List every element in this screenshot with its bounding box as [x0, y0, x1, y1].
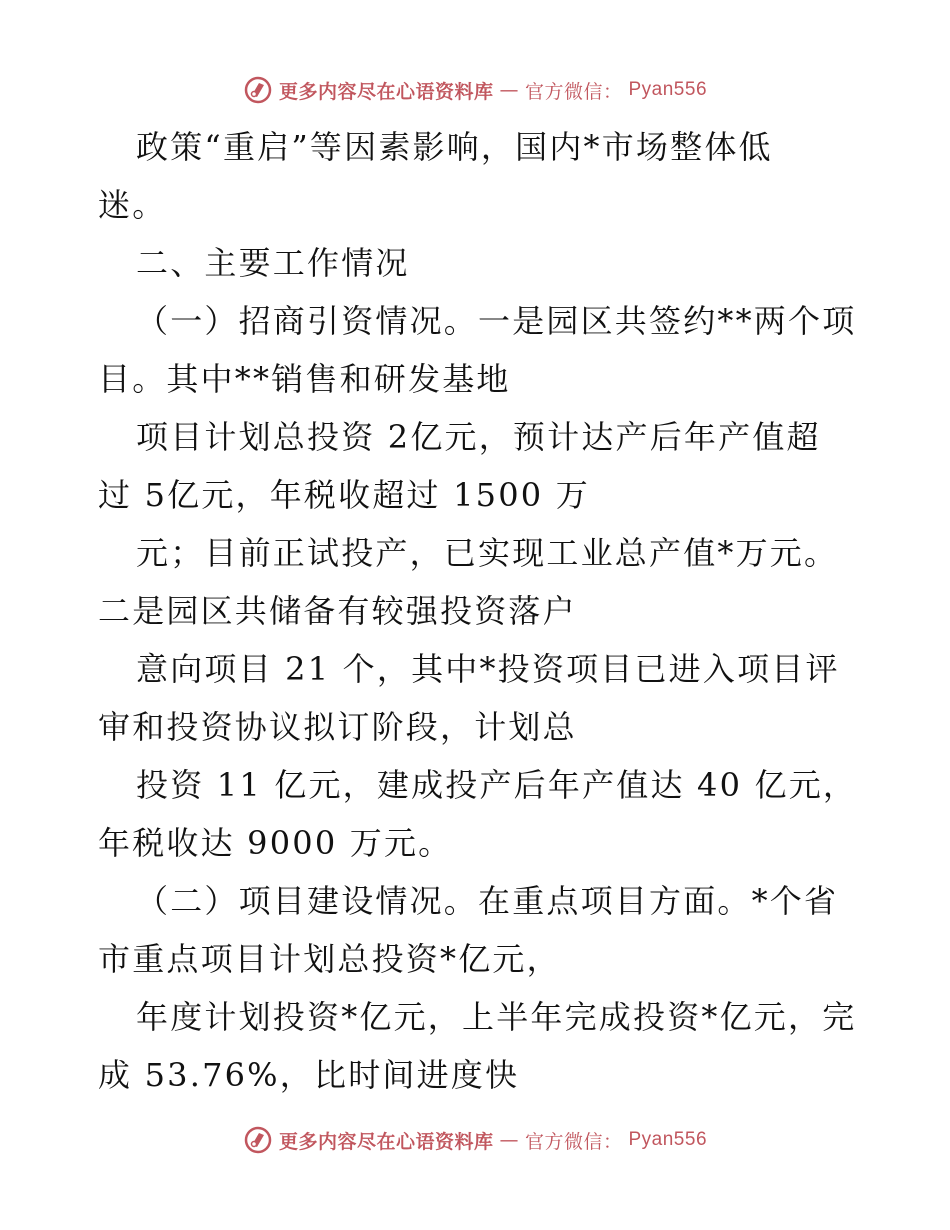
text-line: 年税收达 9000 万元。 — [98, 824, 453, 862]
text-line: 二是园区共储备有较强投资落户 — [98, 592, 577, 630]
text-line: 目。其中**销售和研发基地 — [98, 360, 511, 398]
brand-logo-icon — [243, 75, 273, 105]
banner-title: 更多内容尽在心语资料库 — [278, 1130, 494, 1153]
text-line: （二）项目建设情况。在重点项目方面。*个省 — [136, 882, 839, 920]
banner-label: 官方微信： — [524, 1130, 623, 1153]
text-line: 市重点项目计划总投资*亿元， — [98, 940, 561, 978]
text-line: 投资 11 亿元，建成投产后年产值达 40 亿元， — [136, 766, 858, 804]
text-line: （一）招商引资情况。一是园区共签约**两个项 — [136, 302, 857, 340]
banner-dash: — — [499, 1129, 519, 1151]
text-line: 审和投资协议拟订阶段，计划总 — [98, 708, 577, 746]
footer-banner — [0, 1120, 950, 1160]
banner-wechat-id: Pyan556 — [628, 1129, 708, 1150]
header-banner — [0, 70, 950, 110]
text-line: 元；目前正试投产，已实现工业总产值*万元。 — [136, 534, 839, 572]
header-banner-text — [243, 75, 707, 105]
text-line: 意向项目 21 个，其中*投资项目已进入项目评 — [136, 650, 840, 688]
text-line: 过 5亿元，年税收超过 1500 万 — [98, 476, 590, 514]
text-line: 项目计划总投资 2亿元，预计达产后年产值超 — [136, 418, 821, 456]
text-line: 成 53.76%，比时间进度快 — [98, 1056, 520, 1094]
text-line: 政策“重启”等因素影响，国内*市场整体低 — [136, 128, 773, 166]
section-heading: 二、主要工作情况 — [136, 244, 410, 282]
text-line: 年度计划投资*亿元，上半年完成投资*亿元，完 — [136, 998, 857, 1036]
text-line: 迷。 — [98, 186, 167, 224]
banner-label: 官方微信： — [524, 80, 623, 103]
brand-logo-icon — [243, 1125, 273, 1155]
banner-dash: — — [499, 79, 519, 101]
footer-banner-text — [243, 1125, 707, 1155]
banner-wechat-id: Pyan556 — [628, 79, 708, 100]
banner-title: 更多内容尽在心语资料库 — [278, 80, 494, 103]
